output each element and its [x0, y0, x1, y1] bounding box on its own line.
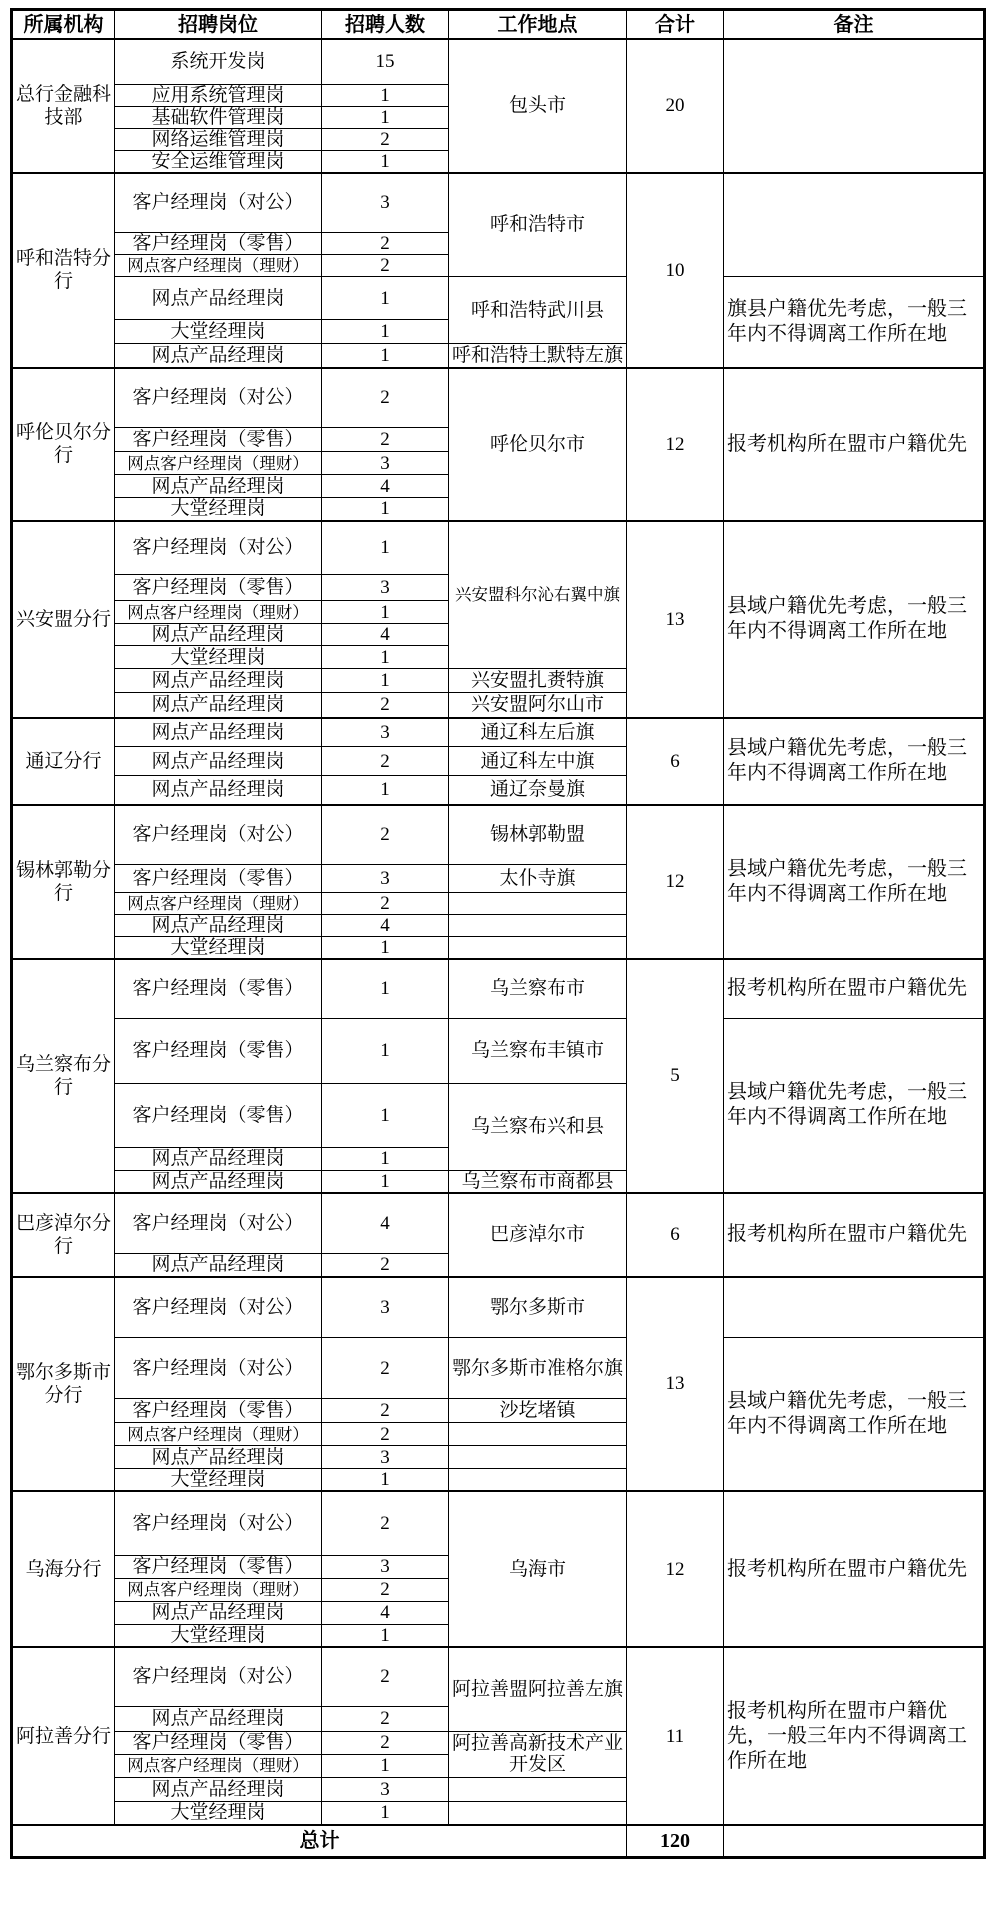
- position-cell: 网点产品经理岗: [115, 1147, 322, 1170]
- subtotal-cell: 12: [627, 1491, 724, 1647]
- location-cell: 乌兰察布丰镇市: [449, 1018, 627, 1083]
- position-cell: 客户经理岗（对公）: [115, 1491, 322, 1555]
- headcount-cell: 1: [322, 601, 449, 624]
- org-cell: 呼和浩特分行: [12, 173, 115, 368]
- position-cell: 网点产品经理岗: [115, 1254, 322, 1277]
- headcount-cell: 3: [322, 452, 449, 475]
- location-cell: 通辽科左中旗: [449, 747, 627, 776]
- position-cell: 网点产品经理岗: [115, 1170, 322, 1193]
- headcount-cell: 2: [322, 128, 449, 150]
- remark-cell: [724, 39, 985, 173]
- headcount-cell: 3: [322, 1277, 449, 1338]
- position-cell: 大堂经理岗: [115, 1801, 322, 1825]
- position-cell: 网点产品经理岗: [115, 669, 322, 693]
- location-cell: [449, 1777, 627, 1801]
- position-cell: 网点产品经理岗: [115, 747, 322, 776]
- headcount-cell: 2: [322, 255, 449, 277]
- column-header-subtotal: 合计: [627, 10, 724, 40]
- position-cell: 大堂经理岗: [115, 320, 322, 344]
- location-cell: 巴彦淖尔市: [449, 1193, 627, 1277]
- location-cell: 锡林郭勒盟: [449, 805, 627, 865]
- org-cell: 巴彦淖尔分行: [12, 1193, 115, 1277]
- headcount-cell: 1: [322, 344, 449, 368]
- headcount-cell: 3: [322, 865, 449, 893]
- column-header-headcount: 招聘人数: [322, 10, 449, 40]
- headcount-cell: 1: [322, 646, 449, 669]
- table-row: [12, 39, 985, 84]
- location-cell: 乌兰察布市: [449, 959, 627, 1018]
- location-cell: 乌海市: [449, 1491, 627, 1647]
- location-cell: [449, 915, 627, 937]
- org-cell: 鄂尔多斯市分行: [12, 1277, 115, 1492]
- headcount-cell: 3: [322, 718, 449, 747]
- headcount-cell: 2: [322, 805, 449, 865]
- headcount-cell: 1: [322, 937, 449, 960]
- headcount-cell: 1: [322, 320, 449, 344]
- position-cell: 客户经理岗（对公）: [115, 1647, 322, 1706]
- position-cell: 网点客户经理岗（理财）: [115, 1578, 322, 1601]
- position-cell: 客户经理岗（零售）: [115, 1018, 322, 1083]
- org-cell: 乌海分行: [12, 1491, 115, 1647]
- position-cell: 客户经理岗（零售）: [115, 959, 322, 1018]
- headcount-cell: 1: [322, 521, 449, 575]
- subtotal-cell: 10: [627, 173, 724, 368]
- position-cell: 客户经理岗（对公）: [115, 1338, 322, 1399]
- subtotal-cell: 6: [627, 718, 724, 805]
- position-cell: 客户经理岗（零售）: [115, 575, 322, 601]
- headcount-cell: 4: [322, 1193, 449, 1254]
- position-cell: 大堂经理岗: [115, 498, 322, 521]
- headcount-cell: 3: [322, 173, 449, 233]
- position-cell: 客户经理岗（零售）: [115, 1083, 322, 1147]
- headcount-cell: 2: [322, 1731, 449, 1754]
- table-row: [12, 1018, 985, 1083]
- headcount-cell: 1: [322, 106, 449, 128]
- headcount-cell: 1: [322, 1801, 449, 1825]
- headcount-cell: 2: [322, 747, 449, 776]
- position-cell: 客户经理岗（对公）: [115, 1277, 322, 1338]
- headcount-cell: 3: [322, 1777, 449, 1801]
- location-cell: 呼和浩特武川县: [449, 277, 627, 344]
- position-cell: 客户经理岗（零售）: [115, 428, 322, 452]
- position-cell: 网点客户经理岗（理财）: [115, 893, 322, 915]
- column-header-position: 招聘岗位: [115, 10, 322, 40]
- headcount-cell: 1: [322, 959, 449, 1018]
- remark-cell: 报考机构所在盟市户籍优先: [724, 1193, 985, 1277]
- position-cell: 网点产品经理岗: [115, 693, 322, 718]
- position-cell: 网点产品经理岗: [115, 344, 322, 368]
- table-row: [12, 173, 985, 233]
- position-cell: 安全运维管理岗: [115, 150, 322, 173]
- location-cell: 兴安盟阿尔山市: [449, 693, 627, 718]
- table-row: [12, 521, 985, 575]
- position-cell: 基础软件管理岗: [115, 106, 322, 128]
- position-cell: 网点产品经理岗: [115, 1777, 322, 1801]
- position-cell: 网点客户经理岗（理财）: [115, 255, 322, 277]
- remark-cell: 县域户籍优先考虑，一般三年内不得调离工作所在地: [724, 521, 985, 718]
- location-cell: 兴安盟科尔沁右翼中旗: [449, 521, 627, 669]
- location-cell: 鄂尔多斯市: [449, 1277, 627, 1338]
- position-cell: 客户经理岗（对公）: [115, 521, 322, 575]
- headcount-cell: 15: [322, 39, 449, 84]
- position-cell: 客户经理岗（对公）: [115, 1193, 322, 1254]
- location-cell: [449, 893, 627, 915]
- headcount-cell: 4: [322, 475, 449, 498]
- position-cell: 大堂经理岗: [115, 937, 322, 960]
- location-cell: 呼伦贝尔市: [449, 368, 627, 521]
- location-cell: 包头市: [449, 39, 627, 173]
- position-cell: 网点产品经理岗: [115, 475, 322, 498]
- headcount-cell: 1: [322, 669, 449, 693]
- location-cell: 呼和浩特市: [449, 173, 627, 277]
- location-cell: [449, 1469, 627, 1492]
- position-cell: 大堂经理岗: [115, 646, 322, 669]
- position-cell: 网点产品经理岗: [115, 1446, 322, 1469]
- headcount-cell: 1: [322, 277, 449, 320]
- headcount-cell: 1: [322, 1170, 449, 1193]
- headcount-cell: 2: [322, 233, 449, 255]
- org-cell: 阿拉善分行: [12, 1647, 115, 1825]
- location-cell: 乌兰察布市商都县: [449, 1170, 627, 1193]
- headcount-cell: 2: [322, 368, 449, 428]
- remark-cell: 报考机构所在盟市户籍优先: [724, 1491, 985, 1647]
- table-row: [12, 1491, 985, 1555]
- position-cell: 大堂经理岗: [115, 1624, 322, 1647]
- headcount-cell: 2: [322, 1578, 449, 1601]
- headcount-cell: 1: [322, 498, 449, 521]
- org-cell: 兴安盟分行: [12, 521, 115, 718]
- headcount-cell: 1: [322, 1469, 449, 1492]
- location-cell: 乌兰察布兴和县: [449, 1083, 627, 1170]
- header-row: [12, 10, 985, 40]
- headcount-cell: 4: [322, 1601, 449, 1624]
- headcount-cell: 1: [322, 1754, 449, 1777]
- headcount-cell: 1: [322, 1018, 449, 1083]
- location-cell: 呼和浩特土默特左旗: [449, 344, 627, 368]
- position-cell: 客户经理岗（对公）: [115, 805, 322, 865]
- org-cell: 乌兰察布分行: [12, 959, 115, 1193]
- table-row: [12, 368, 985, 428]
- position-cell: 网点客户经理岗（理财）: [115, 601, 322, 624]
- column-header-location: 工作地点: [449, 10, 627, 40]
- position-cell: 网点客户经理岗（理财）: [115, 1754, 322, 1777]
- position-cell: 网点产品经理岗: [115, 277, 322, 320]
- table-row: [12, 1193, 985, 1254]
- position-cell: 客户经理岗（零售）: [115, 1555, 322, 1578]
- position-cell: 大堂经理岗: [115, 1469, 322, 1492]
- remark-cell: 县域户籍优先考虑，一般三年内不得调离工作所在地: [724, 718, 985, 805]
- subtotal-cell: 13: [627, 521, 724, 718]
- subtotal-cell: 13: [627, 1277, 724, 1492]
- location-cell: 兴安盟扎赉特旗: [449, 669, 627, 693]
- position-cell: 系统开发岗: [115, 39, 322, 84]
- position-cell: 客户经理岗（对公）: [115, 173, 322, 233]
- table-row: [12, 718, 985, 747]
- headcount-cell: 2: [322, 1338, 449, 1399]
- headcount-cell: 1: [322, 1147, 449, 1170]
- headcount-cell: 2: [322, 1491, 449, 1555]
- remark-cell: [724, 1277, 985, 1338]
- position-cell: 客户经理岗（零售）: [115, 865, 322, 893]
- remark-cell: 报考机构所在盟市户籍优先: [724, 959, 985, 1018]
- subtotal-cell: 12: [627, 368, 724, 521]
- org-cell: 呼伦贝尔分行: [12, 368, 115, 521]
- location-cell: 阿拉善高新技术产业开发区: [449, 1731, 627, 1777]
- table-row: [12, 805, 985, 865]
- column-header-org: 所属机构: [12, 10, 115, 40]
- headcount-cell: 1: [322, 1624, 449, 1647]
- position-cell: 网络运维管理岗: [115, 128, 322, 150]
- location-cell: 通辽奈曼旗: [449, 776, 627, 805]
- headcount-cell: 4: [322, 624, 449, 646]
- headcount-cell: 2: [322, 1647, 449, 1706]
- org-cell: 总行金融科技部: [12, 39, 115, 173]
- remark-cell: 县域户籍优先考虑，一般三年内不得调离工作所在地: [724, 805, 985, 960]
- headcount-cell: 1: [322, 84, 449, 106]
- remark-cell: 报考机构所在盟市户籍优先，一般三年内不得调离工作所在地: [724, 1647, 985, 1825]
- position-cell: 客户经理岗（对公）: [115, 368, 322, 428]
- location-cell: [449, 1423, 627, 1446]
- position-cell: 网点产品经理岗: [115, 915, 322, 937]
- grand-total-remark: [724, 1825, 985, 1858]
- location-cell: [449, 1801, 627, 1825]
- headcount-cell: 2: [322, 693, 449, 718]
- grand-total-row: [12, 1825, 985, 1858]
- headcount-cell: 2: [322, 1706, 449, 1731]
- position-cell: 网点客户经理岗（理财）: [115, 1423, 322, 1446]
- subtotal-cell: 20: [627, 39, 724, 173]
- table-row: [12, 1338, 985, 1399]
- subtotal-cell: 6: [627, 1193, 724, 1277]
- position-cell: 网点产品经理岗: [115, 624, 322, 646]
- remark-cell: 县域户籍优先考虑，一般三年内不得调离工作所在地: [724, 1338, 985, 1492]
- location-cell: 沙圪堵镇: [449, 1399, 627, 1423]
- position-cell: 客户经理岗（零售）: [115, 233, 322, 255]
- position-cell: 应用系统管理岗: [115, 84, 322, 106]
- headcount-cell: 3: [322, 1555, 449, 1578]
- location-cell: [449, 937, 627, 960]
- table-row: [12, 277, 985, 320]
- position-cell: 网点客户经理岗（理财）: [115, 452, 322, 475]
- recruitment-table: [10, 8, 986, 1859]
- headcount-cell: 3: [322, 1446, 449, 1469]
- headcount-cell: 2: [322, 1399, 449, 1423]
- location-cell: [449, 1446, 627, 1469]
- remark-cell: [724, 173, 985, 277]
- table-row: [12, 1277, 985, 1338]
- org-cell: 通辽分行: [12, 718, 115, 805]
- subtotal-cell: 12: [627, 805, 724, 960]
- grand-total-value: 120: [627, 1825, 724, 1858]
- headcount-cell: 1: [322, 150, 449, 173]
- subtotal-cell: 11: [627, 1647, 724, 1825]
- position-cell: 客户经理岗（零售）: [115, 1731, 322, 1754]
- position-cell: 网点产品经理岗: [115, 1706, 322, 1731]
- table-row: [12, 1647, 985, 1706]
- headcount-cell: 2: [322, 1423, 449, 1446]
- headcount-cell: 2: [322, 428, 449, 452]
- table-header: [12, 10, 985, 40]
- column-header-remark: 备注: [724, 10, 985, 40]
- remark-cell: 报考机构所在盟市户籍优先: [724, 368, 985, 521]
- headcount-cell: 2: [322, 893, 449, 915]
- location-cell: 通辽科左后旗: [449, 718, 627, 747]
- subtotal-cell: 5: [627, 959, 724, 1193]
- table-body: [12, 39, 985, 1825]
- headcount-cell: 1: [322, 1083, 449, 1147]
- position-cell: 网点产品经理岗: [115, 776, 322, 805]
- location-cell: 太仆寺旗: [449, 865, 627, 893]
- position-cell: 客户经理岗（零售）: [115, 1399, 322, 1423]
- position-cell: 网点产品经理岗: [115, 1601, 322, 1624]
- remark-cell: 县域户籍优先考虑，一般三年内不得调离工作所在地: [724, 1018, 985, 1193]
- table-row: [12, 959, 985, 1018]
- location-cell: 鄂尔多斯市准格尔旗: [449, 1338, 627, 1399]
- headcount-cell: 3: [322, 575, 449, 601]
- remark-cell: 旗县户籍优先考虑，一般三年内不得调离工作所在地: [724, 277, 985, 368]
- headcount-cell: 2: [322, 1254, 449, 1277]
- table-footer: [12, 1825, 985, 1858]
- location-cell: 阿拉善盟阿拉善左旗: [449, 1647, 627, 1731]
- headcount-cell: 1: [322, 776, 449, 805]
- org-cell: 锡林郭勒分行: [12, 805, 115, 960]
- headcount-cell: 4: [322, 915, 449, 937]
- grand-total-label: 总计: [12, 1825, 627, 1858]
- position-cell: 网点产品经理岗: [115, 718, 322, 747]
